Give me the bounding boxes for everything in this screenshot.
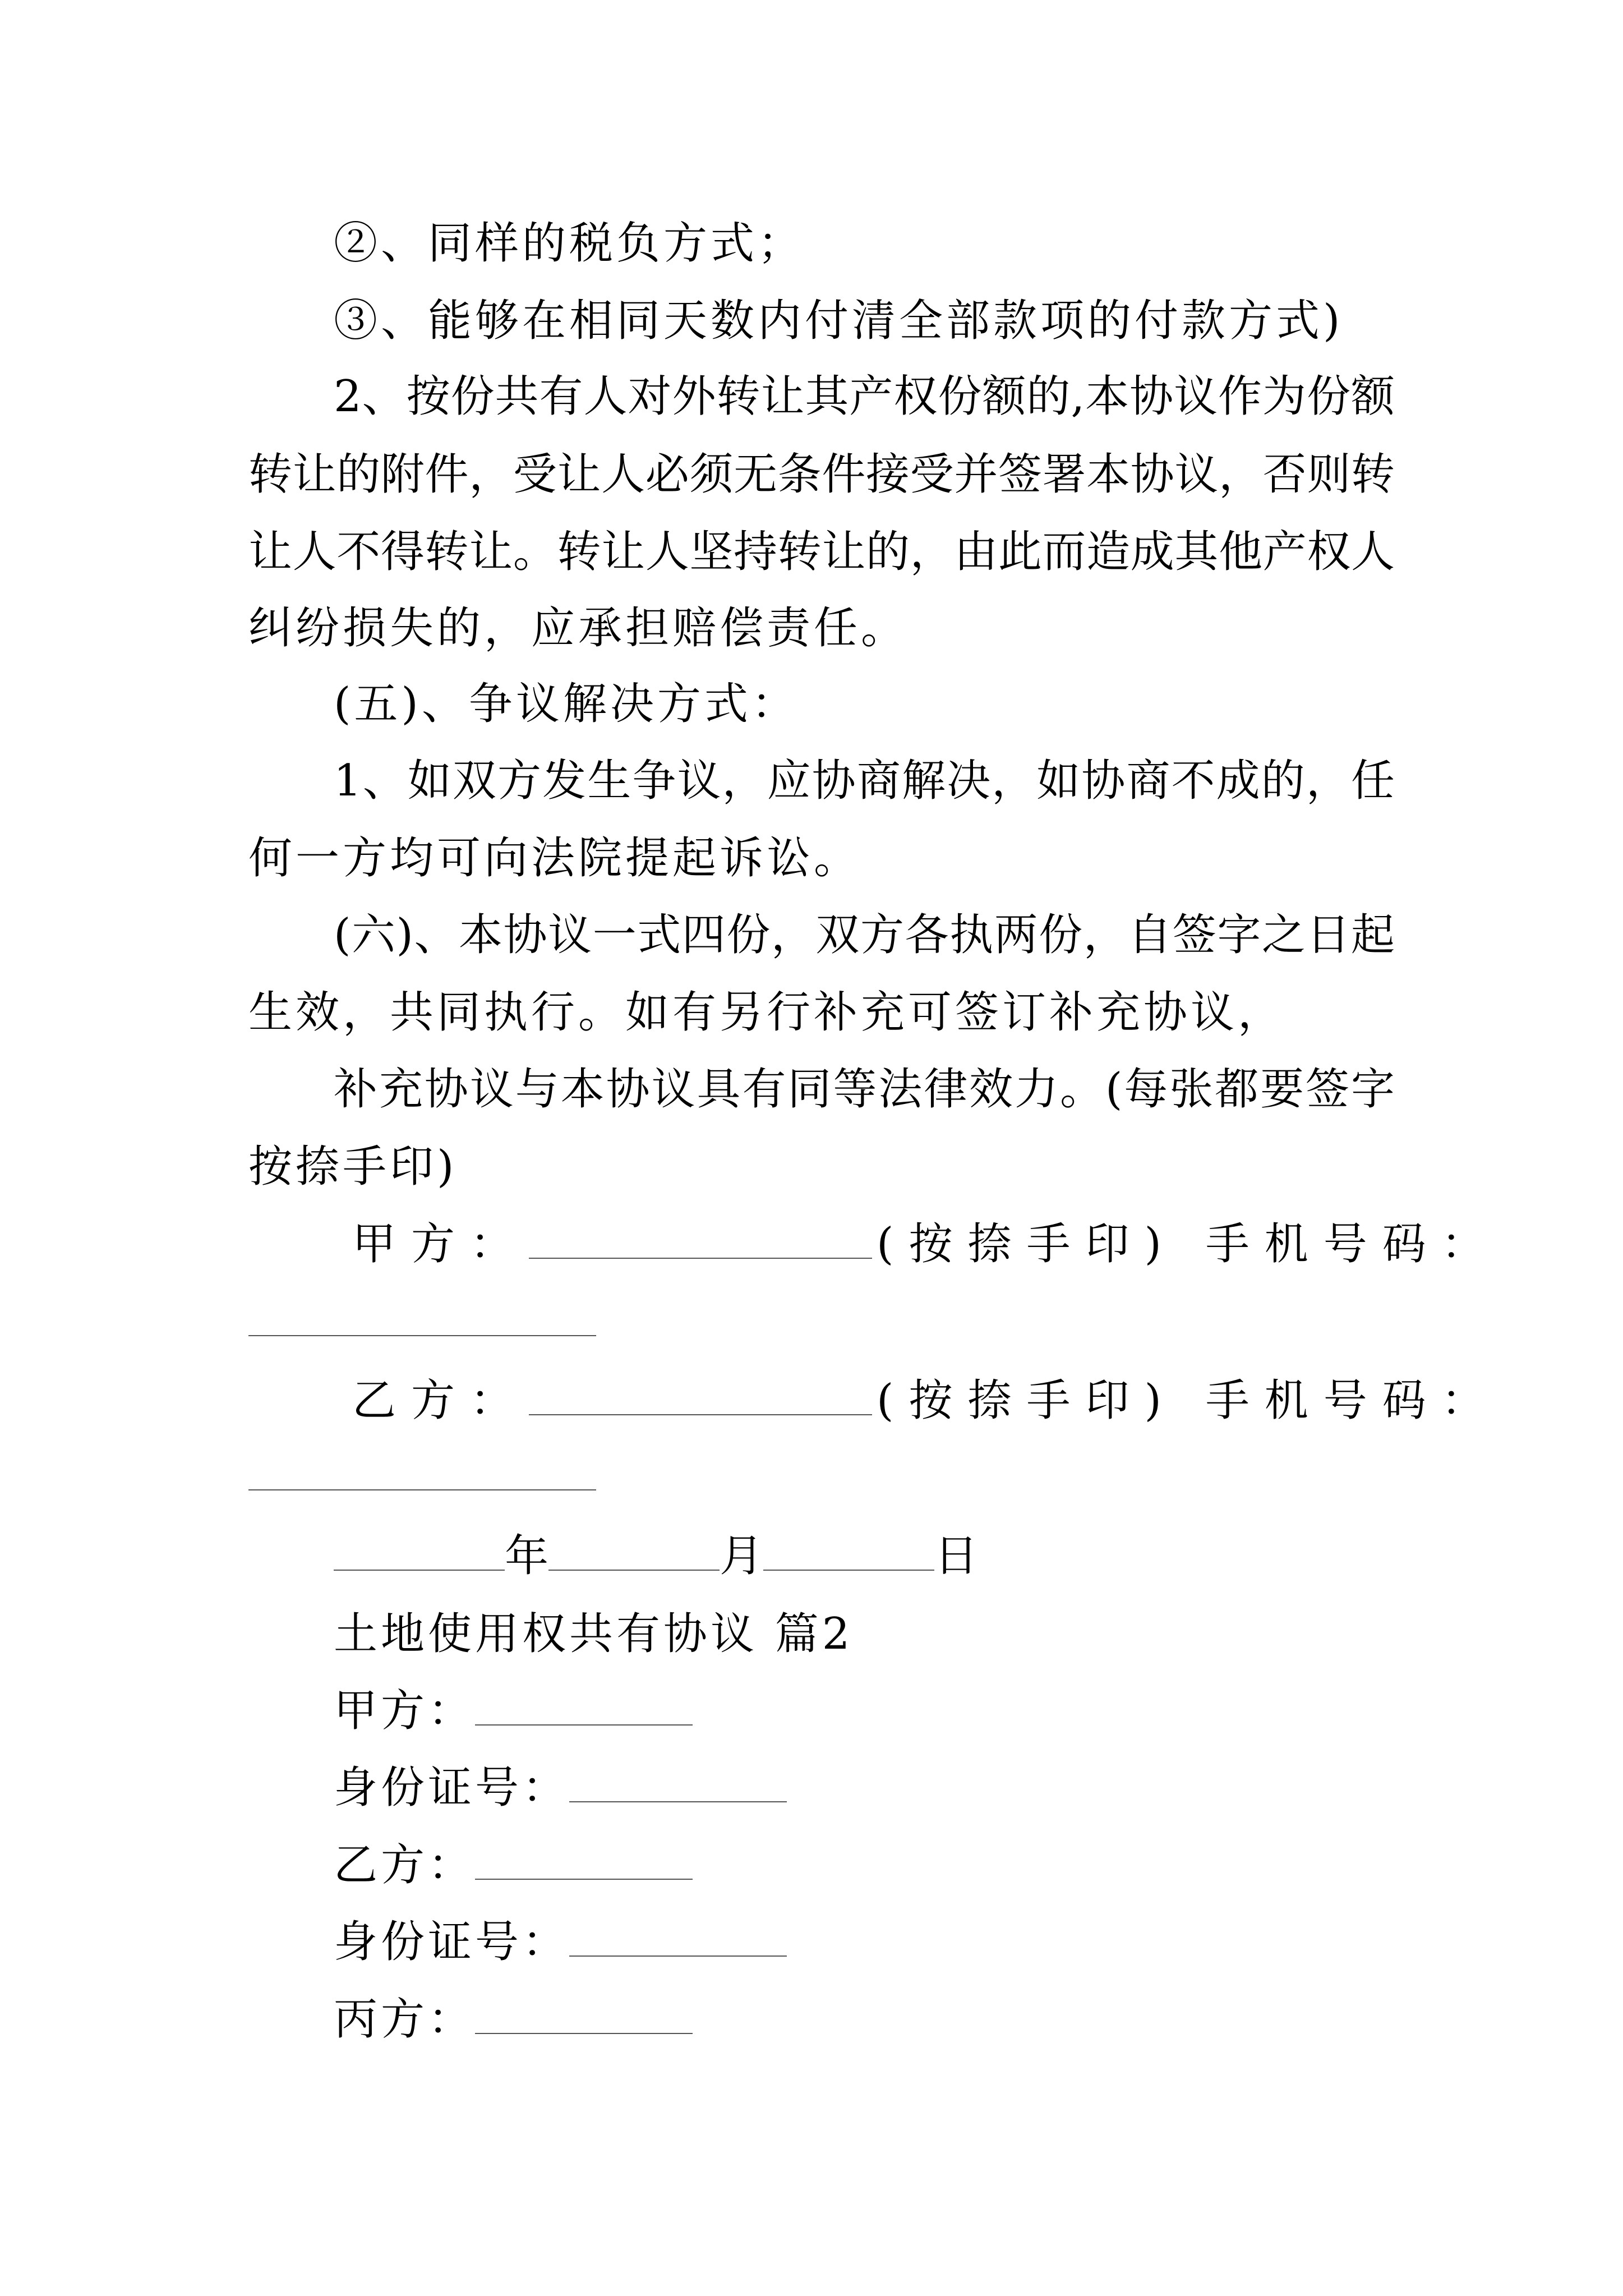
month-label: 月 [720, 1531, 764, 1581]
thumbprint-note: (按捺手印) [877, 1375, 1177, 1426]
party-b-name-blank[interactable] [529, 1379, 872, 1415]
id-number-a-blank[interactable] [569, 1766, 787, 1802]
field-party-b [334, 1837, 693, 1893]
field-party-a [334, 1683, 693, 1739]
text-line: (六)、本协议一式四份，双方各执两份，自签字之日起 [334, 910, 1395, 960]
year-label: 年 [505, 1531, 549, 1581]
text-line: 1、如双方发生争议，应协商解决，如协商不成的，任 [334, 756, 1395, 806]
field-id-number-b [334, 1914, 787, 1970]
field-label: 乙方： [334, 1840, 476, 1890]
phone-label: 手机号码： [1205, 1375, 1500, 1426]
month-blank[interactable] [548, 1535, 720, 1571]
text-line: 生效，共同执行。如有另行补充可签订补充协议， [248, 987, 1285, 1038]
day-blank[interactable] [763, 1535, 934, 1571]
party-c-blank[interactable] [475, 1998, 693, 2034]
phone-label: 手机号码： [1205, 1219, 1500, 1269]
day-label: 日 [934, 1531, 979, 1581]
text-line: ②、同样的税负方式； [334, 218, 805, 269]
party-b-phone-blank[interactable] [248, 1489, 596, 1490]
text-line: 补充协议与本协议具有同等法律效力。(每张都要签字 [334, 1064, 1395, 1115]
party-a-phone-blank[interactable] [248, 1335, 596, 1336]
text-line: 何一方均可向法院提起诉讼。 [248, 833, 861, 884]
text-line: 2、按份共有人对外转让其产权份额的,本协议作为份额 [334, 371, 1395, 422]
text-line: 纠纷损失的，应承担赔偿责任。 [248, 603, 909, 654]
field-label: 身份证号： [334, 1917, 570, 1967]
party-a-name-blank[interactable] [529, 1223, 872, 1259]
thumbprint-note: (按捺手印) [877, 1219, 1177, 1269]
field-label: 丙方： [334, 1994, 476, 2045]
field-label: 甲方： [334, 1686, 476, 1736]
text-line: 让人不得转让。转让人坚持转让的，由此而造成其他产权人 [248, 527, 1395, 577]
party-b-label: 乙方： [352, 1375, 529, 1426]
text-line: 按捺手印) [248, 1142, 458, 1192]
id-number-b-blank[interactable] [569, 1921, 787, 1957]
field-label: 身份证号： [334, 1763, 570, 1813]
party-a-label: 甲方： [352, 1219, 529, 1269]
party-a-signature-line [352, 1216, 1500, 1272]
field-party-c [334, 1991, 693, 2047]
party-a-blank[interactable] [475, 1690, 693, 1726]
date-line [334, 1528, 978, 1584]
section-heading: (五)、争议解决方式： [334, 679, 799, 729]
year-blank[interactable] [334, 1535, 505, 1571]
party-b-blank[interactable] [475, 1844, 693, 1880]
text-line: 转让的附件，受让人必须无条件接受并签署本协议，否则转 [248, 449, 1395, 500]
text-line: ③、能够在相同天数内付清全部款项的付款方式) [334, 296, 1344, 346]
field-id-number-a [334, 1760, 787, 1816]
section-2-title: 土地使用权共有协议 篇2 [334, 1609, 854, 1659]
party-b-signature-line [352, 1373, 1500, 1429]
